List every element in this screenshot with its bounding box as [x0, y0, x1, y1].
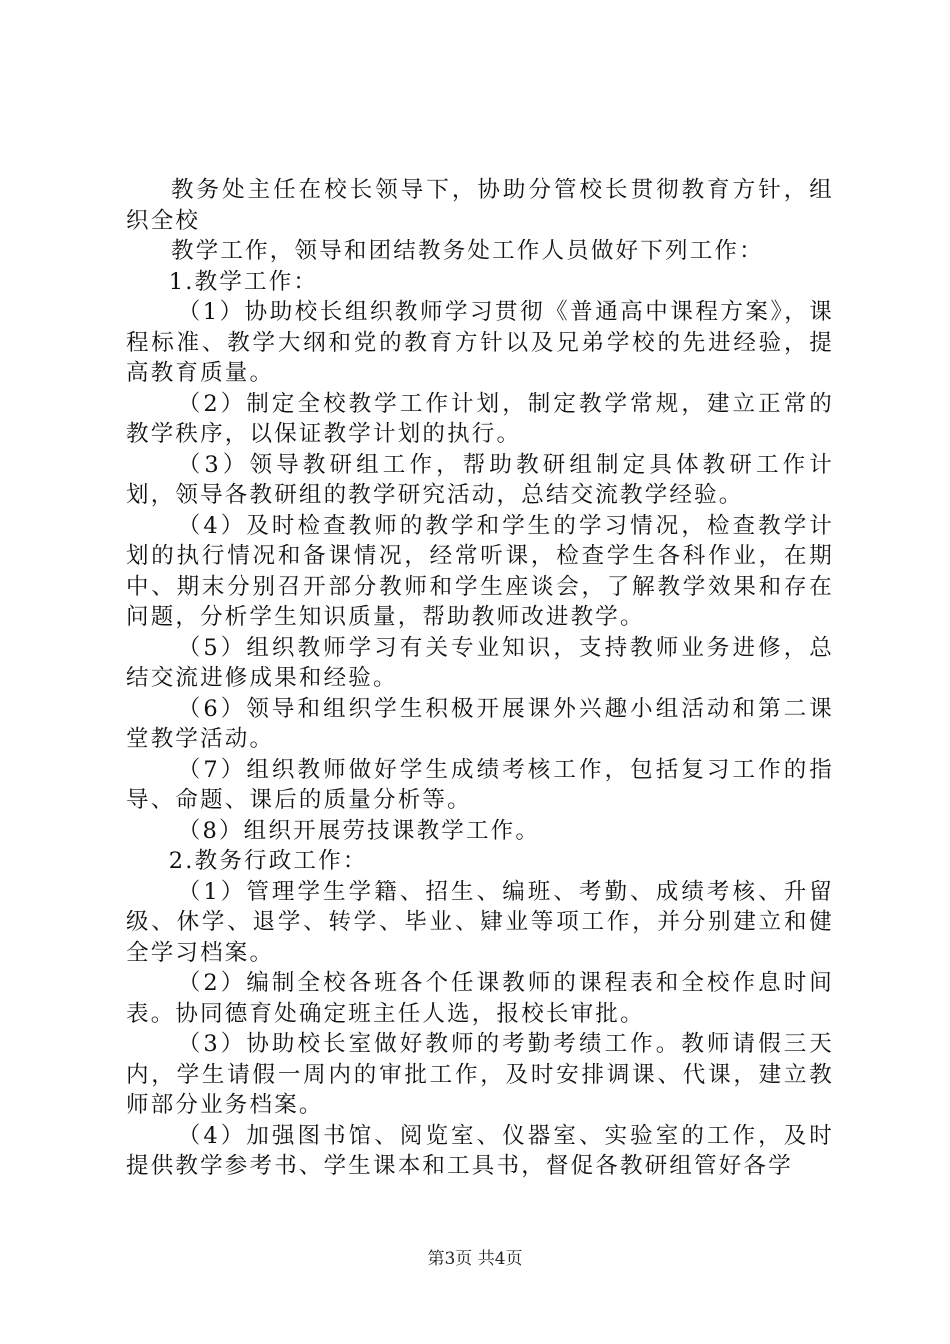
list-item: （4）加强图书馆、阅览室、仪器室、实验室的工作，及时提供教学参考书、学生课本和工具书，督促各教研组管好各学 — [126, 1122, 834, 1179]
paragraph-intro-2: 教学工作，领导和团结教务处工作人员做好下列工作： — [171, 238, 764, 264]
list-item: （1）管理学生学籍、招生、编班、考勤、成绩考核、升留级、休学、退学、转学、毕业、肄业等项工作，并分别建立和健全学习档案。 — [126, 878, 834, 966]
list-item: （3）领导教研组工作，帮助教研组制定具体教研工作计划，领导各教研组的教学研究活动，总结交流教学经验。 — [126, 451, 834, 508]
section-heading-teaching: 1.教学工作： — [168, 268, 319, 295]
list-item: （2）制定全校教学工作计划，制定教学常规，建立正常的教学秩序，以保证教学计划的执行。 — [126, 390, 834, 447]
page-number-label: 第3页 共4页 — [427, 1249, 523, 1269]
paragraph-intro-1: 教务处主任在校长领导下，协助分管校长贯彻教育方针，组织全校 — [126, 177, 834, 234]
document-body — [126, 175, 834, 1182]
section-heading-admin: 2.教务行政工作： — [168, 848, 368, 874]
list-item: （3）协助校长室做好教师的考勤考绩工作。教师请假三天内，学生请假一周内的审批工作，及时安排调课、代课，建立教师部分业务档案。 — [126, 1031, 834, 1118]
list-item: （2）编制全校各班各个任课教师的课程表和全校作息时间表。协同德育处确定班主任人选，报校长审批。 — [126, 970, 834, 1027]
list-item: （5）组织教师学习有关专业知识，支持教师业务进修，总结交流进修成果和经验。 — [126, 634, 834, 691]
list-item: （1）协助校长组织教师学习贯彻《普通高中课程方案》，课程标准、教学大纲和党的教育方针以及兄弟学校的先进经验，提高教育质量。 — [126, 299, 834, 386]
list-item: （4）及时检查教师的教学和学生的学习情况，检查教学计划的执行情况和备课情况，经常听课，检查学生各科作业，在期中、期末分别召开部分教师和学生座谈会，了解教学效果和存在问题，分析学生知识质量，帮助教师改进教学。 — [126, 512, 834, 630]
list-item: （6）领导和组织学生积极开展课外兴趣小组活动和第二课堂教学活动。 — [126, 695, 834, 752]
list-item: （8）组织开展劳技课教学工作。 — [177, 817, 541, 844]
list-item: （7）组织教师做好学生成绩考核工作，包括复习工作的指导、命题、课后的质量分析等。 — [126, 756, 834, 813]
page-footer — [0, 1244, 950, 1269]
